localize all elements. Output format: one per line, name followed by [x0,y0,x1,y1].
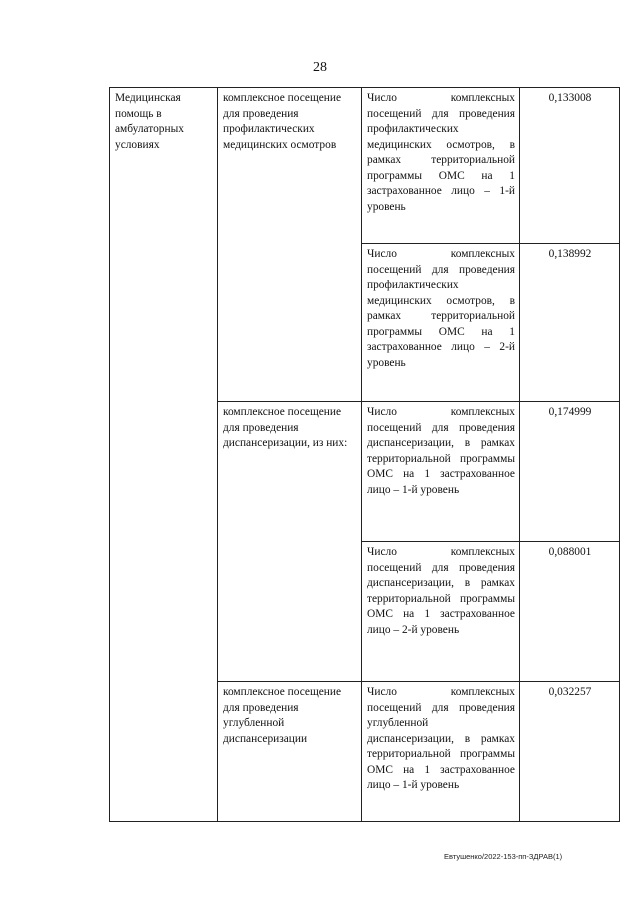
document-footer-code: Евтушенко/2022-153-пп-ЗДРАВ(1) [444,852,563,861]
value-cell: 0,138992 [520,244,620,402]
indicator-cell: Число комплексных посещений для проведения диспансеризации, в рамках территориальной программы ОМС на 1 застрахованное лицо – 2-й уровень [362,542,520,682]
table-row [110,88,620,244]
value-cell: 0,032257 [520,682,620,822]
indicator-cell: Число комплексных посещений для проведения профилактических медицинских осмотров, в рамках территориальной программы ОМС на 1 застрахованное лицо – 2-й уровень [362,244,520,402]
data-table [109,87,620,822]
page-number: 28 [313,60,327,75]
indicator-cell: Число комплексных посещений для проведения профилактических медицинских осмотров, в рамках территориальной программы ОМС на 1 застрахованное лицо – 1-й уровень [362,88,520,244]
category-cell: Медицинская помощь в амбулаторных условиях [110,88,218,822]
indicator-cell: Число комплексных посещений для проведения углубленной диспансеризации, в рамках территориальной программы ОМС на 1 застрахованное лицо – 1-й уровень [362,682,520,822]
indicator-cell: Число комплексных посещений для проведения диспансеризации, в рамках территориальной программы ОМС на 1 застрахованное лицо – 1-й уровень [362,402,520,542]
visit-type-cell: комплексное посещение для проведения диспансеризации, из них: [218,402,362,682]
value-cell: 0,133008 [520,88,620,244]
value-cell: 0,088001 [520,542,620,682]
value-cell: 0,174999 [520,402,620,542]
visit-type-cell: комплексное посещение для проведения профилактических медицинских осмотров [218,88,362,402]
visit-type-cell: комплексное посещение для проведения углубленной диспансеризации [218,682,362,822]
